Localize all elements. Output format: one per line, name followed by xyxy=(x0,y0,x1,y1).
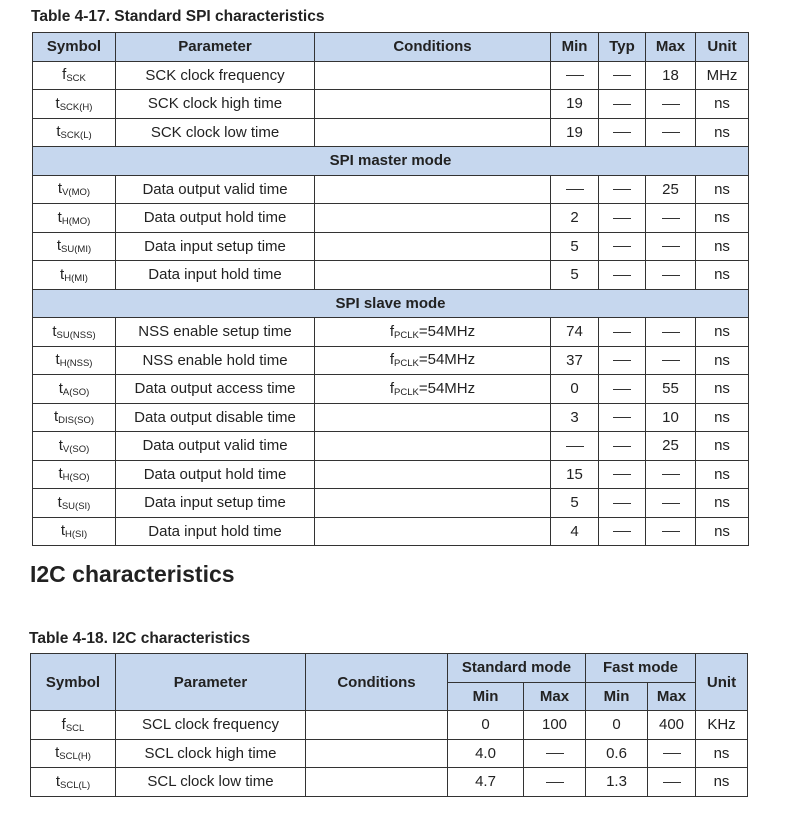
cell-typ xyxy=(599,517,646,546)
cell-unit: ns xyxy=(696,118,749,147)
cell-symbol xyxy=(31,768,116,797)
dash-mark xyxy=(662,531,680,532)
cell-max: 25 xyxy=(646,175,696,204)
symbol-subscript: V(SO) xyxy=(62,443,90,455)
cell-max xyxy=(646,118,696,147)
cell-unit: ns xyxy=(696,90,749,119)
header-symbol: Symbol xyxy=(31,654,116,711)
symbol-subscript: PCLK xyxy=(394,386,419,398)
table-row xyxy=(33,204,749,233)
symbol-subscript: PCLK xyxy=(394,358,419,370)
cell-typ xyxy=(599,232,646,261)
header-unit: Unit xyxy=(696,654,748,711)
table-row xyxy=(33,61,749,90)
symbol-subscript: H(NSS) xyxy=(59,358,93,370)
symbol-text: $f_{PCLK}=54MHz$ xyxy=(389,351,476,370)
table1-title: Table 4-17. Standard SPI characteristics xyxy=(31,8,325,25)
cell-std-min: 4.7 xyxy=(448,768,524,797)
cell-min: 15 xyxy=(551,460,599,489)
cell-max: 18 xyxy=(646,61,696,90)
cell-typ xyxy=(599,403,646,432)
cell-typ xyxy=(599,90,646,119)
cell-typ xyxy=(599,261,646,290)
table-row xyxy=(33,346,749,375)
cell-parameter: SCL clock low time xyxy=(116,768,306,797)
cell-typ xyxy=(599,432,646,461)
cell-conditions xyxy=(315,118,551,147)
cell-min xyxy=(551,175,599,204)
cell-max: 25 xyxy=(646,432,696,461)
header-parameter: Parameter xyxy=(116,654,306,711)
symbol-subscript: SU(MI) xyxy=(61,244,92,256)
cell-parameter: Data output hold time xyxy=(116,204,315,233)
cell-symbol xyxy=(33,175,116,204)
dash-mark xyxy=(613,332,631,333)
cell-conditions xyxy=(306,739,448,768)
cell-min: 3 xyxy=(551,403,599,432)
cell-conditions xyxy=(315,318,551,347)
dash-mark xyxy=(613,218,631,219)
cell-min: 5 xyxy=(551,489,599,518)
dash-mark xyxy=(662,360,680,361)
cell-typ xyxy=(599,375,646,404)
cell-parameter: Data input setup time xyxy=(116,489,315,518)
symbol-subscript: SCK xyxy=(66,73,86,85)
symbol-subscript: V(MO) xyxy=(62,187,91,199)
dash-mark xyxy=(613,503,631,504)
table-row xyxy=(31,768,748,797)
cell-symbol xyxy=(33,232,116,261)
dash-mark xyxy=(546,782,564,783)
cell-max: 55 xyxy=(646,375,696,404)
symbol-subscript: SCK(H) xyxy=(59,101,93,113)
header-conditions: Conditions xyxy=(306,654,448,711)
header-typ: Typ xyxy=(599,33,646,62)
dash-mark xyxy=(613,531,631,532)
dash-mark xyxy=(546,753,564,754)
cell-max xyxy=(646,489,696,518)
cell-min xyxy=(551,432,599,461)
cell-symbol xyxy=(31,711,116,740)
cell-parameter: NSS enable setup time xyxy=(116,318,315,347)
header-parameter: Parameter xyxy=(116,33,315,62)
dash-mark xyxy=(662,474,680,475)
header-symbol: Symbol xyxy=(33,33,116,62)
dash-mark xyxy=(613,360,631,361)
cell-min: 19 xyxy=(551,118,599,147)
cell-fast-max xyxy=(648,768,696,797)
cell-min: 37 xyxy=(551,346,599,375)
symbol-subscript: PCLK xyxy=(394,329,419,341)
cell-symbol xyxy=(33,61,116,90)
section-heading: I2C characteristics xyxy=(30,561,235,587)
cell-parameter: Data output disable time xyxy=(116,403,315,432)
cell-max xyxy=(646,346,696,375)
dash-mark xyxy=(613,132,631,133)
cell-conditions xyxy=(306,768,448,797)
cell-typ xyxy=(599,489,646,518)
cell-std-min: 0 xyxy=(448,711,524,740)
cell-symbol xyxy=(33,403,116,432)
symbol-subscript: H(SI) xyxy=(65,529,88,541)
dash-mark xyxy=(613,446,631,447)
cell-conditions xyxy=(306,711,448,740)
cell-std-max xyxy=(524,768,586,797)
cell-max xyxy=(646,261,696,290)
symbol-subscript: H(MO) xyxy=(61,215,91,227)
symbol-text: $t_{SCL(H)}$ xyxy=(55,744,91,763)
table-row xyxy=(31,739,748,768)
cell-parameter: SCK clock frequency xyxy=(116,61,315,90)
cell-max xyxy=(646,204,696,233)
dash-mark xyxy=(662,218,680,219)
cell-unit: ns xyxy=(696,739,748,768)
symbol-text: $t_{H(SI)}$ xyxy=(60,522,88,541)
header-max: Max xyxy=(646,33,696,62)
dash-mark xyxy=(662,332,680,333)
cell-max xyxy=(646,318,696,347)
cell-parameter: Data output valid time xyxy=(116,175,315,204)
cell-typ xyxy=(599,460,646,489)
symbol-text: $t_{SU(SI)}$ xyxy=(57,493,91,512)
cell-symbol xyxy=(33,118,116,147)
cell-conditions xyxy=(315,489,551,518)
cell-conditions xyxy=(315,346,551,375)
cell-conditions xyxy=(315,432,551,461)
cell-typ xyxy=(599,346,646,375)
table-row xyxy=(33,261,749,290)
cell-typ xyxy=(599,175,646,204)
cell-symbol xyxy=(33,375,116,404)
cell-std-max xyxy=(524,739,586,768)
cell-max xyxy=(646,460,696,489)
table-row xyxy=(33,489,749,518)
symbol-text: $t_{V(SO)}$ xyxy=(58,436,90,455)
header-min: Min xyxy=(551,33,599,62)
table-row xyxy=(33,90,749,119)
section-row xyxy=(33,147,749,176)
symbol-text: $t_{H(MO)}$ xyxy=(57,208,91,227)
cell-min: 2 xyxy=(551,204,599,233)
symbol-text: $t_{A(SO)}$ xyxy=(58,379,90,398)
cell-typ xyxy=(599,318,646,347)
table-row xyxy=(33,375,749,404)
dash-mark xyxy=(613,417,631,418)
section-label: SPI slave mode xyxy=(33,289,749,318)
cell-parameter: Data input setup time xyxy=(116,232,315,261)
cell-fast-min: 0.6 xyxy=(586,739,648,768)
cell-parameter: Data input hold time xyxy=(116,517,315,546)
symbol-text: $t_{H(SO)}$ xyxy=(58,465,90,484)
cell-max xyxy=(646,90,696,119)
cell-symbol xyxy=(33,318,116,347)
cell-symbol xyxy=(33,489,116,518)
cell-symbol xyxy=(33,261,116,290)
symbol-text: $t_{SU(MI)}$ xyxy=(56,237,92,256)
cell-min: 0 xyxy=(551,375,599,404)
symbol-text: $f_{PCLK}=54MHz$ xyxy=(389,379,476,398)
header-std-min: Min xyxy=(448,682,524,711)
dash-mark xyxy=(662,275,680,276)
symbol-subscript: SCL(L) xyxy=(60,779,91,791)
cell-parameter: Data output hold time xyxy=(116,460,315,489)
cell-min: 5 xyxy=(551,232,599,261)
header-fast-min: Min xyxy=(586,682,648,711)
symbol-subscript: A(SO) xyxy=(62,386,90,398)
cell-fast-min: 1.3 xyxy=(586,768,648,797)
dash-mark xyxy=(566,189,584,190)
dash-mark xyxy=(662,246,680,247)
cell-unit: ns xyxy=(696,175,749,204)
cell-unit: ns xyxy=(696,232,749,261)
cell-unit: ns xyxy=(696,489,749,518)
table-row xyxy=(33,118,749,147)
cell-fast-max: 400 xyxy=(648,711,696,740)
symbol-subscript: SU(NSS) xyxy=(56,329,96,341)
symbol-subscript: SCK(L) xyxy=(60,130,92,142)
dash-mark xyxy=(566,75,584,76)
cell-symbol xyxy=(33,204,116,233)
cell-conditions xyxy=(315,403,551,432)
cell-unit: ns xyxy=(696,517,749,546)
cell-parameter: Data output valid time xyxy=(116,432,315,461)
cell-conditions xyxy=(315,375,551,404)
cell-symbol xyxy=(33,432,116,461)
cell-unit: ns xyxy=(696,432,749,461)
symbol-text: $f_{SCK}$ xyxy=(62,66,86,85)
cell-unit: ns xyxy=(696,318,749,347)
cell-min xyxy=(551,61,599,90)
dash-mark xyxy=(613,75,631,76)
cell-unit: ns xyxy=(696,261,749,290)
i2c-characteristics-table xyxy=(30,653,748,797)
symbol-text: $t_{SCK(L)}$ xyxy=(56,123,92,142)
header-std-max: Max xyxy=(524,682,586,711)
symbol-subscript: H(MI) xyxy=(64,272,88,284)
dash-mark xyxy=(662,104,680,105)
cell-parameter: SCL clock frequency xyxy=(116,711,306,740)
symbol-text: $t_{DIS(SO)}$ xyxy=(53,408,95,427)
cell-min: 19 xyxy=(551,90,599,119)
table-row xyxy=(33,517,749,546)
symbol-subscript: SCL(H) xyxy=(59,751,91,763)
symbol-subscript: H(SO) xyxy=(62,472,90,484)
dash-mark xyxy=(662,503,680,504)
cell-conditions xyxy=(315,90,551,119)
header-standard-mode: Standard mode xyxy=(448,654,586,683)
symbol-subscript: SU(SI) xyxy=(61,500,91,512)
dash-mark xyxy=(566,446,584,447)
cell-min: 4 xyxy=(551,517,599,546)
dash-mark xyxy=(663,782,681,783)
cell-conditions xyxy=(315,460,551,489)
cell-unit: ns xyxy=(696,460,749,489)
cell-unit: ns xyxy=(696,346,749,375)
cell-max xyxy=(646,232,696,261)
dash-mark xyxy=(613,246,631,247)
cell-typ xyxy=(599,204,646,233)
symbol-subscript: SCL xyxy=(65,722,85,734)
table-row xyxy=(33,232,749,261)
cell-conditions xyxy=(315,175,551,204)
symbol-text: $t_{SCK(H)}$ xyxy=(55,94,93,113)
cell-unit: KHz xyxy=(696,711,748,740)
spi-characteristics-table xyxy=(32,32,749,546)
cell-parameter: SCK clock high time xyxy=(116,90,315,119)
dash-mark xyxy=(663,753,681,754)
cell-parameter: Data input hold time xyxy=(116,261,315,290)
cell-conditions xyxy=(315,261,551,290)
table-row xyxy=(33,175,749,204)
cell-symbol xyxy=(33,90,116,119)
cell-typ xyxy=(599,61,646,90)
symbol-text: $t_{SU(NSS)}$ xyxy=(52,322,96,341)
header-fast-max: Max xyxy=(648,682,696,711)
cell-std-min: 4.0 xyxy=(448,739,524,768)
dash-mark xyxy=(613,104,631,105)
cell-parameter: Data output access time xyxy=(116,375,315,404)
cell-conditions xyxy=(315,204,551,233)
cell-symbol xyxy=(33,517,116,546)
cell-conditions xyxy=(315,517,551,546)
header-unit: Unit xyxy=(696,33,749,62)
symbol-text: $t_{V(MO)}$ xyxy=(57,180,91,199)
cell-parameter: NSS enable hold time xyxy=(116,346,315,375)
dash-mark xyxy=(613,189,631,190)
header-conditions: Conditions xyxy=(315,33,551,62)
symbol-text: $f_{PCLK}=54MHz$ xyxy=(389,322,476,341)
table-row xyxy=(31,711,748,740)
cell-unit: ns xyxy=(696,403,749,432)
table-row xyxy=(33,403,749,432)
cell-unit: ns xyxy=(696,768,748,797)
cell-min: 5 xyxy=(551,261,599,290)
cell-conditions xyxy=(315,61,551,90)
table-row xyxy=(33,432,749,461)
symbol-text: $f_{SCL}$ xyxy=(61,715,85,734)
cell-unit: ns xyxy=(696,375,749,404)
cell-conditions xyxy=(315,232,551,261)
symbol-subscript: DIS(SO) xyxy=(58,415,95,427)
dash-mark xyxy=(613,275,631,276)
cell-parameter: SCK clock low time xyxy=(116,118,315,147)
cell-parameter: SCL clock high time xyxy=(116,739,306,768)
table2-title: Table 4-18. I2C characteristics xyxy=(29,630,251,647)
cell-symbol xyxy=(33,346,116,375)
table-row xyxy=(33,318,749,347)
dash-mark xyxy=(613,474,631,475)
symbol-text: $t_{SCL(L)}$ xyxy=(55,772,91,791)
cell-symbol xyxy=(31,739,116,768)
symbol-text: $t_{H(NSS)}$ xyxy=(55,351,93,370)
cell-fast-max xyxy=(648,739,696,768)
cell-fast-min: 0 xyxy=(586,711,648,740)
cell-max: 10 xyxy=(646,403,696,432)
cell-max xyxy=(646,517,696,546)
dash-mark xyxy=(613,389,631,390)
section-row xyxy=(33,289,749,318)
cell-unit: MHz xyxy=(696,61,749,90)
section-label: SPI master mode xyxy=(33,147,749,176)
cell-symbol xyxy=(33,460,116,489)
header-fast-mode: Fast mode xyxy=(586,654,696,683)
cell-unit: ns xyxy=(696,204,749,233)
symbol-text: $t_{H(MI)}$ xyxy=(60,265,88,284)
cell-typ xyxy=(599,118,646,147)
cell-std-max: 100 xyxy=(524,711,586,740)
table-row xyxy=(33,460,749,489)
cell-min: 74 xyxy=(551,318,599,347)
dash-mark xyxy=(662,132,680,133)
